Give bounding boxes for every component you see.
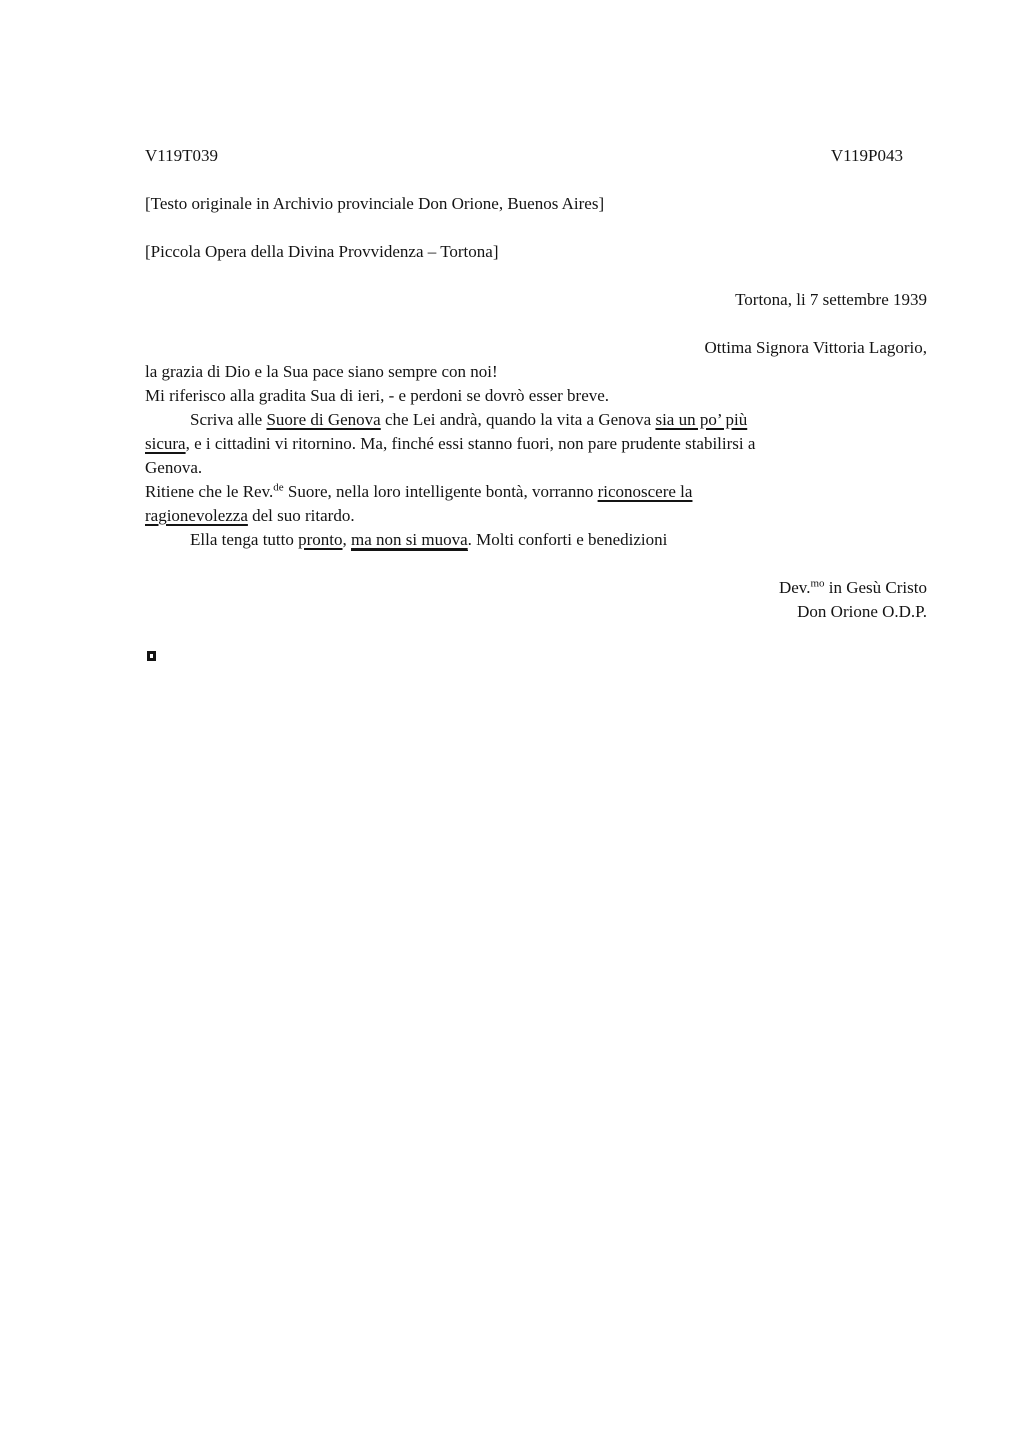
underlined-segment: riconoscere la <box>597 482 693 501</box>
body-line-4 <box>145 432 927 456</box>
body-line-2: Mi riferisco alla gradita Sua di ieri, - e perdoni se dovrò esser breve. <box>145 386 610 405</box>
body-line-8 <box>145 528 927 552</box>
underlined-segment: ragionevolezza <box>145 506 248 525</box>
doc-code-right: V119P043 <box>830 146 903 165</box>
end-of-text-square-icon <box>147 651 156 661</box>
text-segment: , e i cittadini vi ritornino. Ma, finché essi stanno fuori, non pare prudente stabilirsi a <box>185 434 756 453</box>
text-segment: Scriva alle <box>190 410 267 429</box>
text-segment: Dev. <box>778 578 811 597</box>
spacer <box>145 264 927 288</box>
header-row <box>145 144 927 168</box>
end-mark-row <box>145 648 927 672</box>
underlined-segment: sia un po’ più <box>655 410 748 429</box>
text-segment: in Gesù Cristo <box>824 578 927 597</box>
underlined-segment: Suore di Genova <box>266 410 381 429</box>
text-segment: Suore, nella loro intelligente bontà, vorranno <box>283 482 598 501</box>
letter-content <box>145 144 927 672</box>
spacer <box>145 312 927 336</box>
doc-code-left: V119T039 <box>145 146 219 165</box>
body-line-6 <box>145 480 927 504</box>
text-segment: , <box>342 530 351 549</box>
underlined-segment: pronto <box>298 530 343 549</box>
body-line-7 <box>145 504 927 528</box>
spacer <box>145 168 927 192</box>
text-segment: del suo ritardo. <box>247 506 355 525</box>
text-segment: Ella tenga tutto <box>190 530 299 549</box>
text-segment: che Lei andrà, quando la vita a Genova <box>380 410 656 429</box>
letterhead-note: [Piccola Opera della Divina Provvidenza – Tortona] <box>145 242 499 261</box>
superscript-segment: mo <box>810 577 825 590</box>
closing-line-2: Don Orione O.D.P. <box>797 602 927 621</box>
spacer <box>145 216 927 240</box>
body-line-5: Genova. <box>145 458 203 477</box>
superscript-segment: de <box>273 481 284 494</box>
archive-note: [Testo originale in Archivio provinciale Don Orione, Buenos Aires] <box>145 194 605 213</box>
spacer <box>145 552 927 576</box>
spacer <box>145 624 927 648</box>
dateline: Tortona, li 7 settembre 1939 <box>735 290 927 309</box>
body-line-3 <box>145 408 927 432</box>
text-segment: . Molti conforti e benedizioni <box>467 530 668 549</box>
closing-line-1 <box>145 576 927 600</box>
underlined-segment: sicura <box>145 434 186 453</box>
double-underlined-segment: ma non si muova <box>351 530 468 549</box>
salutation: Ottima Signora Vittoria Lagorio, <box>704 338 927 357</box>
body-line-1: la grazia di Dio e la Sua pace siano sempre con noi! <box>145 362 498 381</box>
text-segment: Ritiene che le Rev. <box>145 482 274 501</box>
